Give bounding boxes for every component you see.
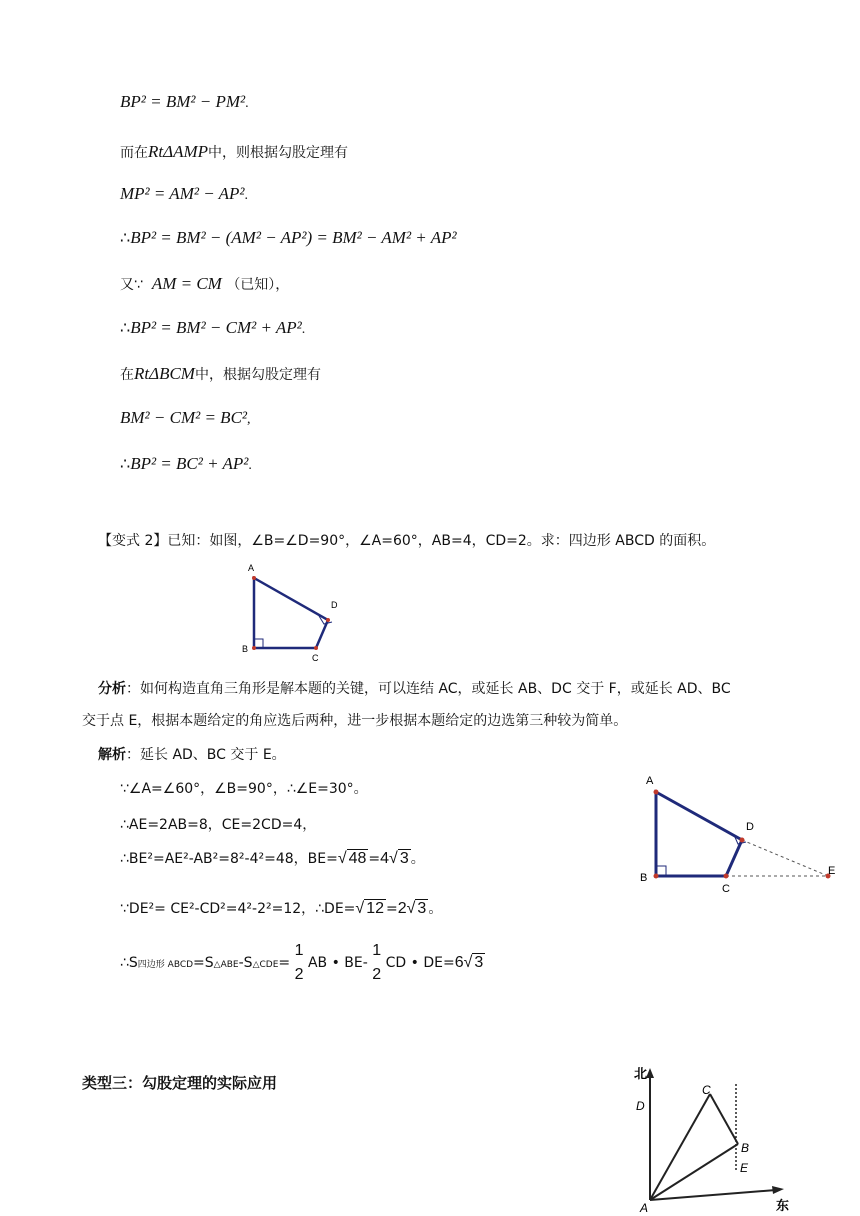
figure-extended <box>632 768 842 898</box>
analysis-line-2: 交于点 E，根据本题给定的角应选后两种，进一步根据本题给定的边选第三种较为简单。 <box>82 713 628 729</box>
variant-problem: 【变式 2】已知：如图，∠B=∠D=90°，∠A=60°，AB=4，CD=2。求：四边形 ABCD 的面积。 <box>98 533 716 549</box>
fraction-half: 1 2 <box>294 942 304 983</box>
point-c <box>314 646 318 650</box>
quadrilateral-shape <box>254 578 328 648</box>
solution-step-2: ∴AE=2AB=8，CE=2CD=4， <box>120 817 317 833</box>
solution-step-5: ∴S四边形 ABCD=S△ABE-S△CDE= 1 2 AB • BE- 1 2 CD • DE=6√ 3 <box>120 942 484 983</box>
proof-line-3: MP² = AM² − AP². <box>120 184 248 203</box>
label-b: B <box>640 872 648 884</box>
point-d <box>740 838 745 843</box>
segment-ab <box>650 1144 738 1200</box>
proof-line-7: 在RtΔBCM中，根据勾股定理有 <box>120 364 321 383</box>
label-c: C <box>312 653 319 663</box>
label-a: A <box>248 563 255 573</box>
label-b: B <box>242 644 249 654</box>
label-b: B <box>741 1141 750 1155</box>
dashed-line-de <box>742 840 828 876</box>
proof-line-4: ∴BP² = BM² − (AM² − AP²) = BM² − AM² + AP² <box>120 228 457 247</box>
label-c: C <box>722 883 730 895</box>
section-heading: 类型三：勾股定理的实际应用 <box>82 1074 278 1092</box>
east-axis <box>650 1190 776 1200</box>
point-a <box>654 790 659 795</box>
label-a: A <box>640 1201 649 1214</box>
label-e: E <box>740 1161 749 1175</box>
point-a <box>252 576 256 580</box>
segment-cb <box>710 1094 738 1144</box>
label-d: D <box>636 1099 645 1113</box>
proof-line-8: BM² − CM² = BC², <box>120 408 251 427</box>
label-e: E <box>828 865 836 877</box>
fraction-half: 1 2 <box>372 942 382 983</box>
label-north: 北 <box>634 1066 648 1081</box>
figure-direction <box>626 1064 796 1214</box>
proof-line-1: BP² = BM² − PM². <box>120 92 249 111</box>
equation: BP² = BM² − PM² <box>120 92 246 111</box>
solution-step-4: ∵DE²= CE²-CD²=4²-2²=12，∴DE=√ 12 =2√ 3 。 <box>120 900 443 917</box>
east-arrow <box>772 1186 784 1194</box>
analysis-line-1: 分析：如何构造直角三角形是解本题的关键，可以连结 AC，或延长 AB、DC 交于 F，或延长 AD、BC <box>98 681 731 697</box>
label-d: D <box>331 600 338 610</box>
proof-line-2: 而在RtΔAMP中，则根据勾股定理有 <box>120 142 349 161</box>
label-a: A <box>646 775 654 787</box>
quadrilateral-shape <box>656 792 742 876</box>
point-b <box>654 874 659 879</box>
proof-line-9: ∴BP² = BC² + AP². <box>120 454 252 473</box>
point-d <box>326 618 330 622</box>
point-b <box>252 646 256 650</box>
figure-quadrilateral <box>238 560 348 668</box>
label-d: D <box>746 821 754 833</box>
label-c: C <box>702 1083 711 1097</box>
solution-step-3: ∴BE²=AE²-AB²=8²-4²=48，BE=√ 48 =4√ 3 。 <box>120 850 425 867</box>
solution-step-1: ∵∠A=∠60°，∠B=90°，∴∠E=30°。 <box>120 781 368 797</box>
proof-line-6: ∴BP² = BM² − CM² + AP². <box>120 318 306 337</box>
segment-ac <box>650 1094 710 1200</box>
point-c <box>724 874 729 879</box>
north-arrow <box>646 1068 654 1078</box>
proof-line-5: 又∵ AM = CM （已知）， <box>120 274 290 293</box>
label-east: 东 <box>776 1198 790 1213</box>
solution-intro: 解析：延长 AD、BC 交于 E。 <box>98 747 286 763</box>
